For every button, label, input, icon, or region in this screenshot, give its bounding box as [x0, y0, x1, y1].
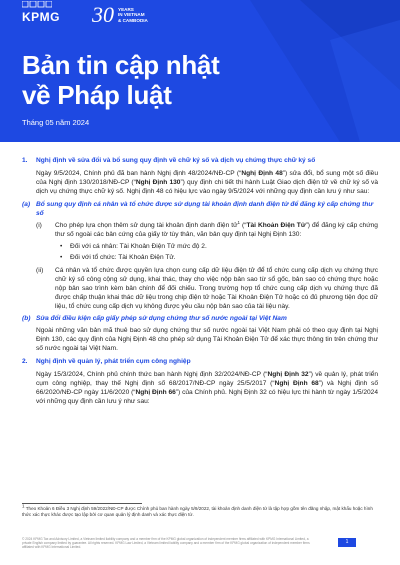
title-line1: Bản tin cập nhật [22, 50, 220, 80]
section2-title: Nghị định về quản lý, phát triển cụm công nghiệp [36, 358, 191, 365]
section1-heading [22, 156, 378, 165]
item-i-text-b: ”) để đăng ký cấp chứng thư số ngoài các bản cứng của giấy tờ tùy thân, văn bản quy định tại Nghị Định 130: [55, 222, 378, 238]
intro-text-c: ”) sửa đổi, bổ sung một số điều của Nghị định 130/2018/NĐ-CP (“ [36, 170, 379, 186]
item-ii-text: Cá nhân và tổ chức được quyền lựa chọn cung cấp dữ liệu điện tử để tổ chức cung cấp dịch vụ chứng thực chữ ký số công cộng sử dụng, khai thác, thay cho việc nộp bản sao từ sổ gốc, bản sao có chứng thực hoặc nộp bản sao trình kèm bản chính để đối chiếu. Trong trường hợp tổ chức cung cấp dịch vụ chứng thực đã được chấp thuận khai thác dữ liệu trong chip điện tử hoặc Tài Khoản Điện Tử hoặc có đủ phương tiện đọc dữ liệu, tổ chức cung cấp dịch vụ không được yêu cầu nộp bản sao của tài liệu này. [55, 267, 378, 310]
section1-intro [22, 169, 378, 196]
page-title [22, 50, 219, 110]
footnote [22, 503, 378, 518]
s2-text-3: ”) và Nghị định số 66/2020/NĐ-CP ngày 11/6/2020 (“ [36, 380, 378, 396]
anniversary-number: 30 [92, 2, 114, 27]
title-line2: về Pháp luật [22, 80, 172, 110]
kpmg-logo-boxes-icon [22, 1, 52, 12]
intro-bold-1: Nghị Định 48 [241, 170, 283, 177]
section1-number: 1. [22, 157, 28, 164]
footnote-ref[interactable]: 1 [237, 219, 241, 225]
kpmg-logo [22, 10, 60, 24]
s2-bold-1: Nghị Định 32 [267, 371, 309, 378]
intro-text-d: ”) quy định chi tiết thi hành Luật Giao dịch điện tử về chữ ký số và dịch vụ chứng thực chữ ký số. Nghị định 48 có hiệu lực vào ngày 9/5/2024 với những quy định cần lưu ý như sau: [36, 179, 378, 195]
subsection-b-heading [22, 314, 378, 323]
s2-text-1: Ngày 15/3/2024, Chính phủ chính thức ban hành Nghị định 32/2024/NĐ-CP (“ [36, 371, 268, 378]
page-number: 1 [338, 538, 356, 547]
anniversary-line1: YEARS [118, 6, 134, 12]
intro-text-a: Ngày 9/5/2024, Chính phủ đã ban hành Nghị định 48/2024/NĐ-CP (“ [36, 170, 242, 177]
s2-bold-2: Nghị Định 68 [274, 380, 319, 387]
bullet-organization [22, 253, 378, 262]
subsection-b-title: Sửa đổi điều kiện cấp giấy phép sử dụng chứng thư số nước ngoài tại Việt Nam [36, 315, 287, 322]
intro-bold-2: Nghị Định 130 [135, 179, 181, 186]
anniversary-line2: IN VIETNAM [118, 12, 145, 18]
s2-text-4: ”) của Chính phủ. Nghị Định 32 có hiệu lực thi hành từ ngày 1/5/2024 với những quy định cần lưu ý như sau: [36, 389, 378, 405]
s2-text-2: ”) về quản lý, phát triển cụm công nghiệp, thay thế Nghị định số 68/2017/NĐ-CP ngày 25/5/2017 (“ [36, 371, 378, 387]
footnote-text: Theo Khoản 6 Điều 3 Nghị định 59/2022/NĐ-CP được Chính phủ ban hành ngày 5/9/2022, tài khoản định danh điện tử là tập hợp gồm tên đăng nhập, mật khẩu hoặc hình thức xác thực khác được tạo lập bởi cơ quan quản lý định danh và xác thực điện tử. [22, 506, 373, 517]
section2-intro [22, 370, 378, 406]
footnote-divider [22, 503, 142, 504]
subsection-a-title: Bổ sung quy định cá nhân và tổ chức được sử dụng tài khoản định danh điện tử để đăng ký cấp chứng thư số [36, 201, 374, 217]
item-i-text-a: Cho phép lựa chọn thêm sử dụng tài khoản định danh điện tử [55, 222, 238, 229]
logo-text: KPMG [22, 10, 60, 24]
header-banner [0, 0, 400, 142]
section2-heading [22, 357, 378, 366]
main-content [22, 156, 378, 410]
legal-disclaimer: © 2024 KPMG Tax and Advisory Limited, a Vietnam limited liability company and a member firm of the KPMG global organization of independent member firms affiliated with KPMG International Limited, a private English company limited by guarantee. All rights reserved. KPMG Law Limited, a Vietnam limited liability company and a member firm of the KPMG global organization of independent member firms affiliated with KPMG International Limited. [22, 537, 310, 550]
item-i-text [55, 221, 378, 239]
bullet-dot-icon: • [60, 254, 63, 261]
anniversary-text [118, 7, 148, 24]
subsection-b-number: (b) [22, 315, 31, 322]
issue-date: Tháng 05 năm 2024 [22, 118, 90, 127]
s2-bold-3: Nghị Định 66 [135, 389, 176, 396]
subsection-a-heading [22, 200, 378, 218]
item-i-number: (i) [36, 222, 42, 229]
subsection-a-number: (a) [22, 201, 31, 208]
footnote-number: 1 [22, 503, 25, 509]
bullet-dot-icon: • [60, 243, 63, 250]
bullet-2-text: Đối với tổ chức: Tài Khoản Điện Tử. [70, 254, 176, 261]
item-ii [22, 266, 378, 311]
bullet-1-text: Đối với cá nhân: Tài Khoản Điện Tử mức độ 2. [70, 243, 207, 250]
section1-title: Nghị định về sửa đổi và bổ sung quy định về chữ ký số và dịch vụ chứng thực chữ ký số [36, 157, 316, 164]
item-i [22, 221, 378, 239]
bullet-individual [22, 242, 378, 251]
section2-number: 2. [22, 358, 28, 365]
item-i-bold: Tài Khoản Điện Tử [246, 222, 306, 229]
item-ii-number: (ii) [36, 267, 44, 274]
item-i-quote-open: (“ [240, 222, 247, 229]
anniversary-mark [92, 4, 148, 26]
anniversary-line3: & CAMBODIA [118, 17, 148, 23]
subsection-b-text: Ngoài những văn bản mã thuê bao sử dụng chứng thư số nước ngoài tại Việt Nam phải có theo quy định tại Nghị Định 130, các quy định của Nghị Định 48 cho phép sử dụng Tài Khoản Điện Tử để xác thực thông tin trên chứng thư số nước ngoài tại Việt Nam. [36, 327, 378, 352]
